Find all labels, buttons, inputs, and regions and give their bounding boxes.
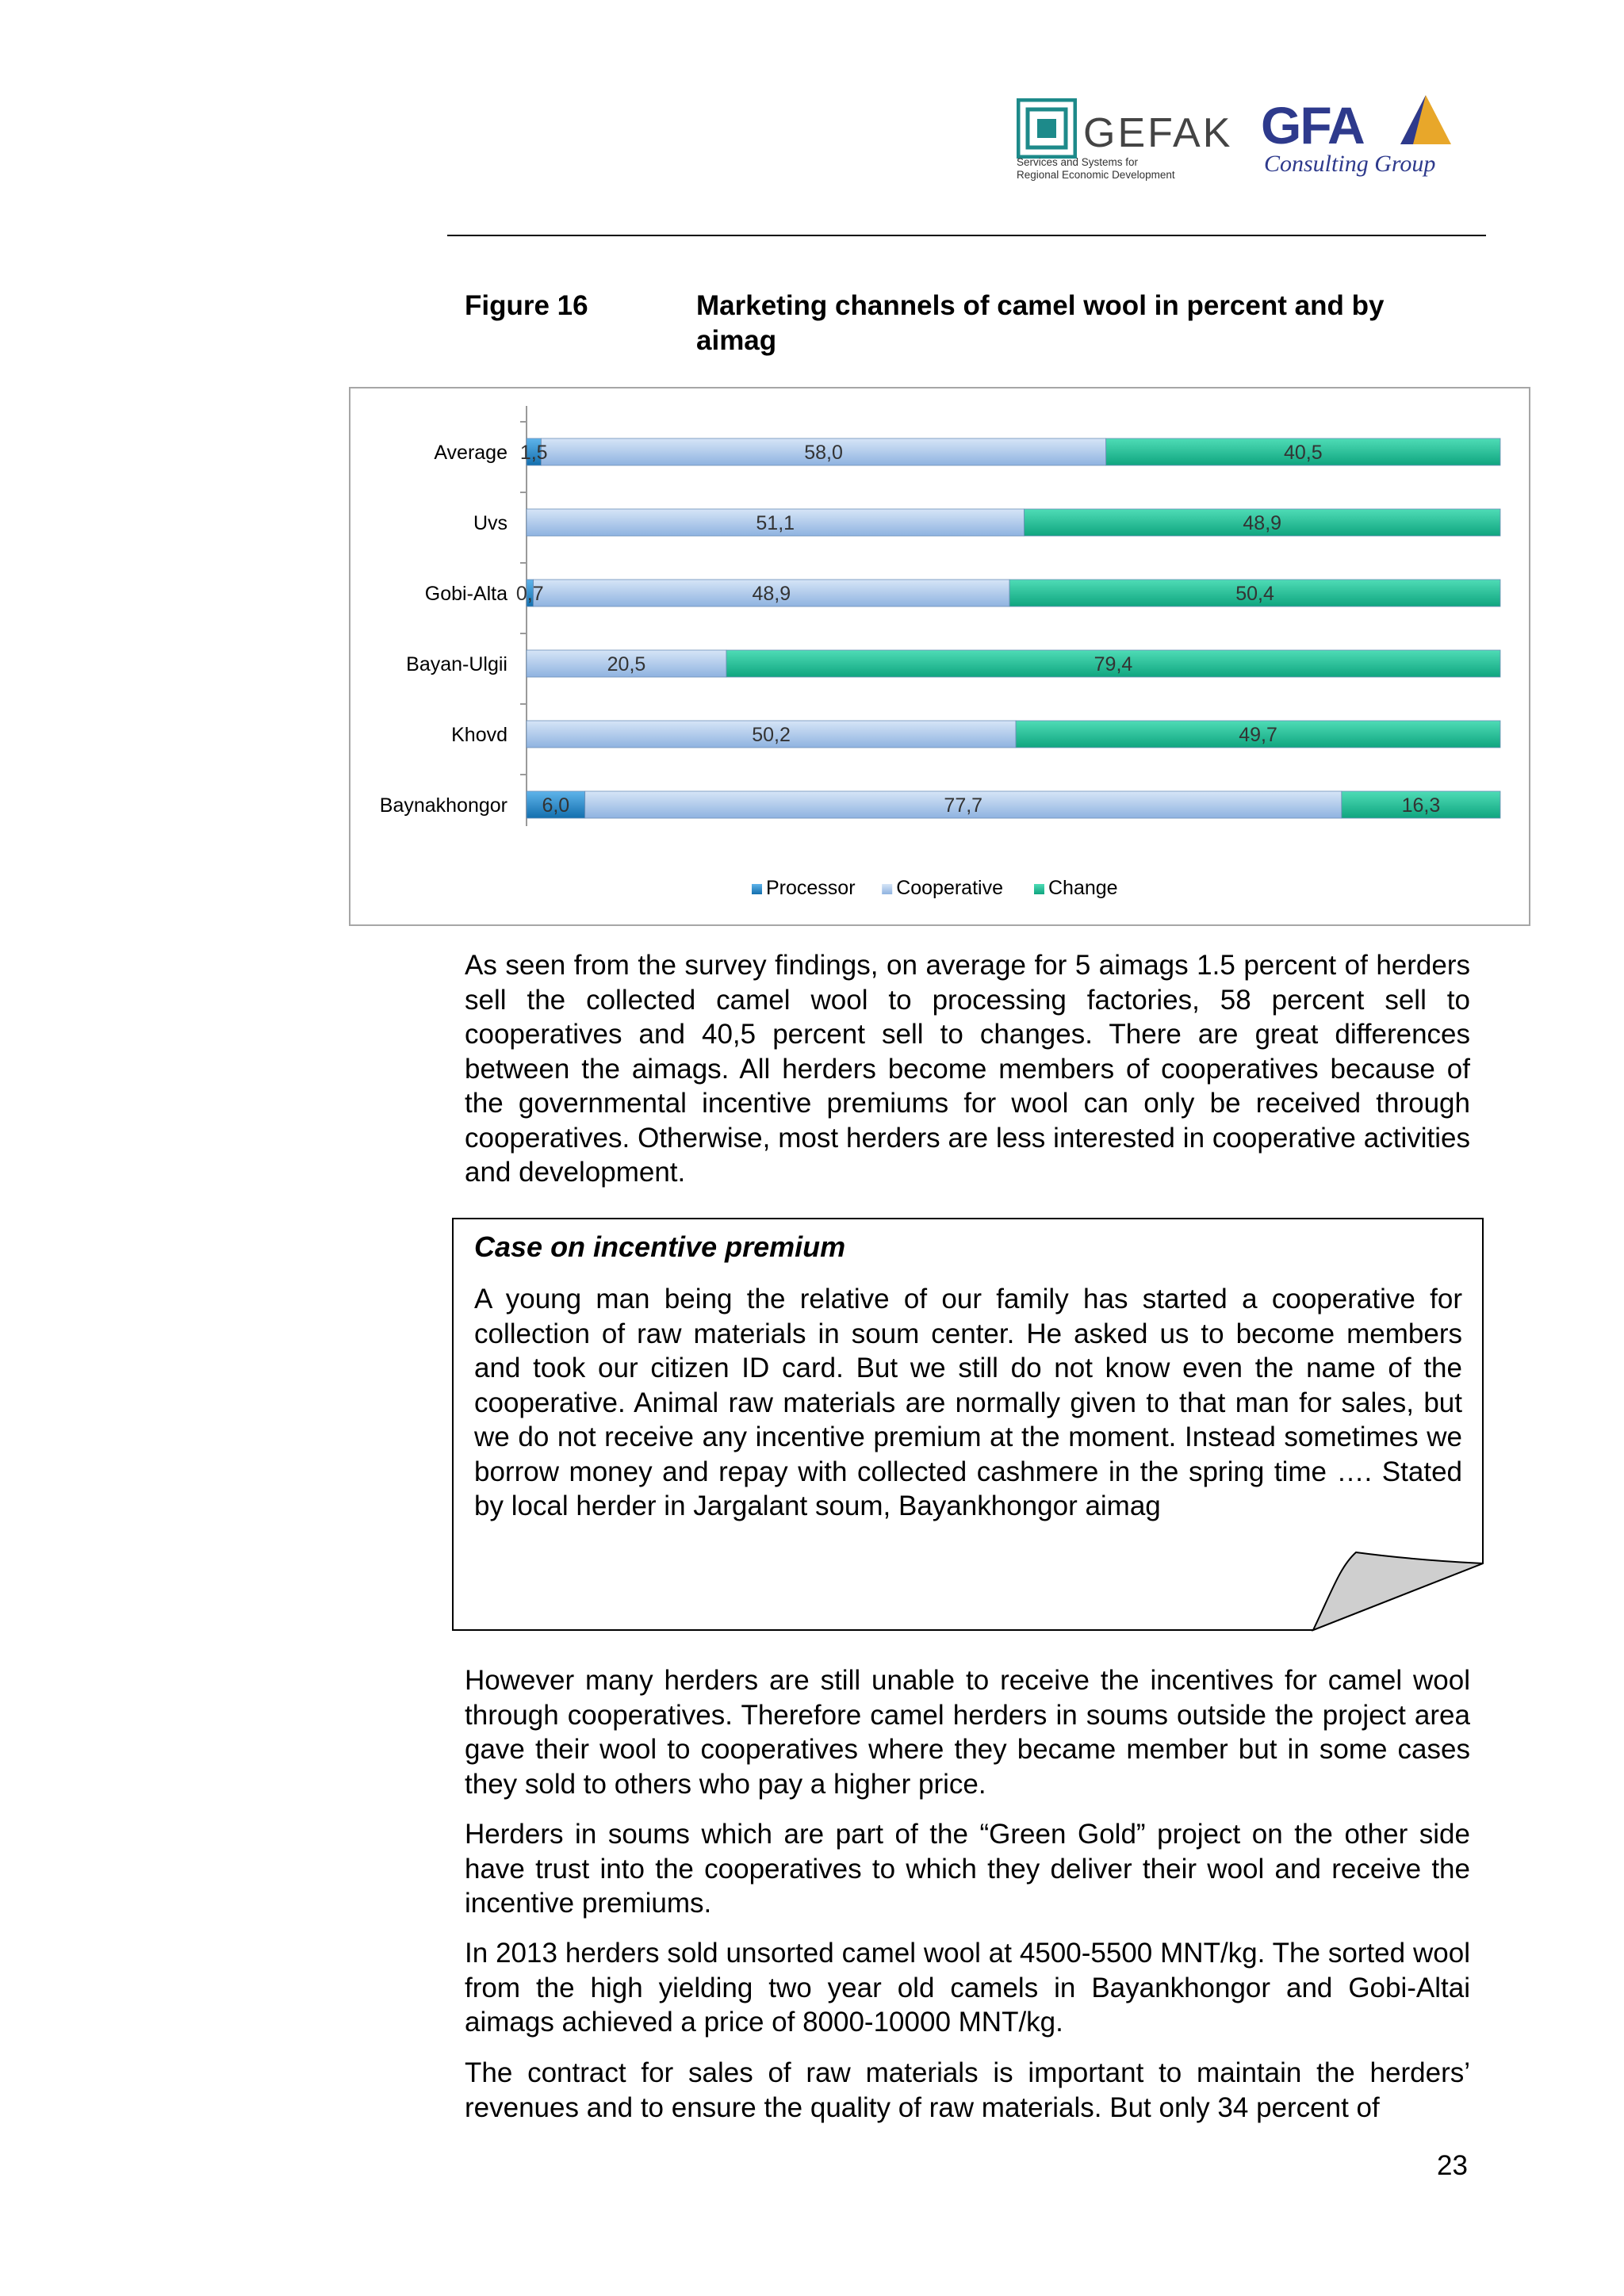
- gfa-logo: [1258, 86, 1464, 184]
- figure-title: Marketing channels of camel wool in percent and by aimag: [696, 290, 1385, 356]
- chart-frame: [349, 387, 1530, 926]
- data-label: 48,9: [1243, 512, 1282, 534]
- gefak-emblem-icon: [1017, 98, 1077, 159]
- legend-label: Processor: [766, 877, 856, 899]
- page-number: 23: [1437, 2150, 1468, 2181]
- paragraph-3: Herders in soums which are part of the “Green Gold” project on the other side have trust into the cooperatives to which they deliver their wool and receive the incentive premiums.: [465, 1819, 1470, 1919]
- paragraph-4: In 2013 herders sold unsorted camel wool at 4500-5500 MNT/kg. The sorted wool from the high yielding two year old camels in Bayankhongor and Gobi-Altai aimags achieved a price of 8000-10000 MNT/kg.: [465, 1938, 1470, 2038]
- data-label: 48,9: [752, 583, 791, 605]
- category-label: Uvs: [473, 512, 508, 534]
- paragraph-2: However many herders are still unable to receive the incentives for camel wool through cooperatives. Therefore camel herders in soums outside the project area gave their wool to cooperatives where they became member but in some cases they sold to others who pay a higher price.: [465, 1665, 1470, 1800]
- gefak-wordmark: GEFAK: [1083, 110, 1233, 156]
- paragraph-5: The contract for sales of raw materials is important to maintain the herders’ revenues and to ensure the quality of raw materials. But only 34 percent of: [465, 2057, 1470, 2123]
- legend-swatch: [752, 884, 762, 894]
- category-label: Khovd: [451, 724, 508, 746]
- data-label: 20,5: [607, 653, 646, 675]
- case-box-title: Case on incentive premium: [474, 1230, 846, 1263]
- header-rule: [447, 235, 1486, 236]
- data-label: 49,7: [1239, 724, 1277, 746]
- case-box-text: A young man being the relative of our family has started a cooperative for collection of raw materials in soum center. He asked us to become members and took our citizen ID card. But we still do not know even the name of the cooperative. Animal raw materials are normally given to that man for sales, but we do not receive any incentive premium at the moment. Instead sometimes we borrow money and repay with collected cashmere in the spring time …. Stated by local herder in Jargalant soum, Bayankhongor aimag: [474, 1284, 1462, 1521]
- paragraph-1: As seen from the survey findings, on average for 5 aimags 1.5 percent of herders sell the collected camel wool to processing factories, 58 percent sell to cooperatives and 40,5 percent sell to changes. There are great differences between the aimags. All herders become members of cooperatives because of the governmental incentive premiums for wool can only be received through cooperatives. Otherwise, most herders are less interested in cooperative activities and development.: [465, 950, 1470, 1188]
- category-label: Baynakhongor: [379, 794, 508, 817]
- gefak-logo: [1017, 98, 1233, 186]
- gefak-subtitle-line-1: Services and Systems for: [1017, 156, 1139, 168]
- legend-label: Change: [1048, 877, 1118, 899]
- data-label: 0,7: [515, 583, 544, 605]
- figure-label: Figure 16: [465, 290, 588, 321]
- legend-swatch: [882, 884, 892, 894]
- data-label: 50,2: [752, 724, 791, 746]
- gfa-subtitle: Consulting Group: [1264, 151, 1436, 177]
- data-label: 77,7: [944, 794, 983, 817]
- legend-label: Cooperative: [896, 877, 1004, 899]
- data-label: 16,3: [1401, 794, 1441, 817]
- gfa-wordmark: GFA: [1261, 96, 1364, 155]
- data-label: 58,0: [804, 442, 843, 464]
- gfa-triangle-icon: [1377, 89, 1464, 152]
- data-label: 6,0: [542, 794, 570, 817]
- category-label: Average: [434, 442, 508, 464]
- stacked-bar-chart: [350, 388, 1529, 924]
- data-label: 1,5: [519, 442, 548, 464]
- data-label: 50,4: [1235, 583, 1274, 605]
- gefak-subtitle-line-2: Regional Economic Development: [1017, 169, 1175, 181]
- category-label: Gobi-Alta: [424, 583, 508, 605]
- category-label: Bayan-Ulgii: [406, 653, 508, 675]
- data-label: 79,4: [1094, 653, 1133, 675]
- legend-swatch: [1034, 884, 1044, 894]
- data-label: 51,1: [756, 512, 795, 534]
- data-label: 40,5: [1283, 442, 1323, 464]
- gefak-subtitle: [1017, 156, 1223, 182]
